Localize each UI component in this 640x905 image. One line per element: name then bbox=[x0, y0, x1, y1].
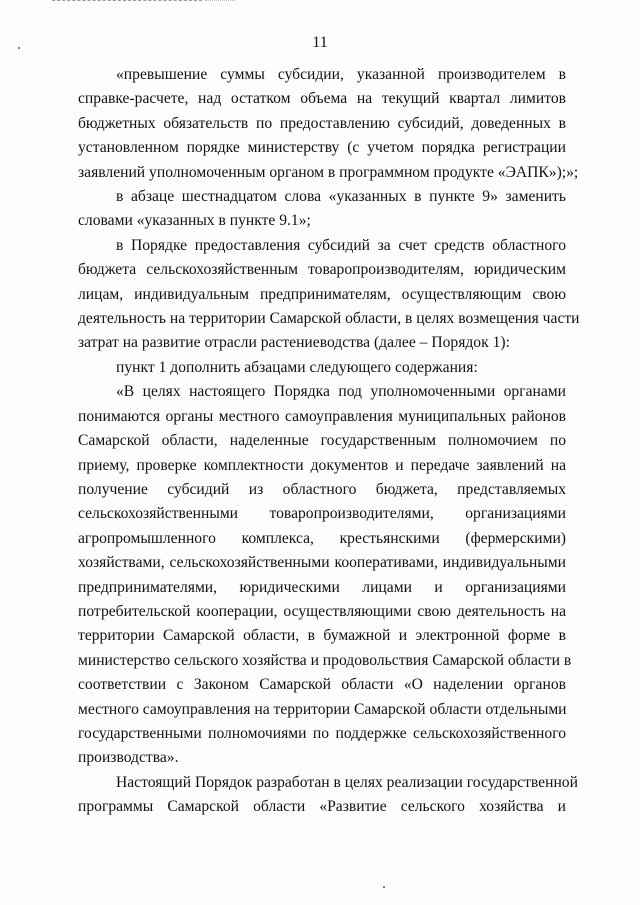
scan-speck bbox=[383, 886, 385, 888]
text-line: сельскохозяйственными товаропроизводителями, организациями bbox=[78, 505, 566, 523]
scan-artifact-line bbox=[52, 0, 202, 1]
text-line: бюджета сельскохозяйственным товаропроизводителям, юридическим bbox=[78, 261, 566, 279]
text-line: Настоящий Порядок разработан в целях реализации государственной bbox=[116, 773, 578, 791]
text-line: деятельность на территории Самарской области, в целях возмещения части bbox=[78, 310, 580, 328]
text-line: в Порядке предоставления субсидий за счет средств областного bbox=[116, 236, 566, 254]
text-line: пункт 1 дополнить абзацами следующего содержания: bbox=[116, 358, 478, 376]
text-line: программы Самарской области «Развитие сельского хозяйства и bbox=[78, 798, 566, 816]
paragraph bbox=[78, 234, 580, 356]
text-line: «превышение суммы субсидии, указанной производителем в bbox=[116, 66, 566, 83]
text-line: словами «указанных в пункте 9.1»; bbox=[78, 212, 311, 230]
paragraph bbox=[78, 771, 578, 820]
text-line: заявлений уполномоченным органом в программном продукте «ЭАПК»);»; bbox=[78, 163, 579, 181]
text-line: местного самоуправления на территории Самарской области отдельными bbox=[78, 700, 567, 718]
paragraph bbox=[78, 63, 579, 185]
paragraph bbox=[78, 380, 572, 771]
text-line: приему, проверке комплектности документов и передаче заявлений на bbox=[78, 456, 566, 474]
text-line: территории Самарской области, в бумажной и электронной форме в bbox=[78, 627, 566, 645]
page-number: 11 bbox=[312, 34, 328, 51]
text-line: агропромышленного комплекса, крестьянскими (фермерскими) bbox=[78, 529, 566, 547]
text-line: производства». bbox=[78, 749, 179, 767]
text-line: бюджетных обязательств по предоставлению субсидий, доведенных в bbox=[78, 114, 566, 132]
text-line: лицам, индивидуальным предпринимателям, осуществляющим свою bbox=[78, 285, 566, 303]
scan-artifact-line bbox=[205, 0, 235, 1]
paragraph bbox=[78, 356, 566, 380]
text-line: соответствии с Законом Самарской области «О наделении органов bbox=[78, 676, 566, 694]
text-line: установленном порядке министерству (с учетом порядка регистрации bbox=[78, 139, 566, 157]
text-line: справке-расчете, над остатком объема на текущий квартал лимитов bbox=[78, 90, 566, 108]
text-line: хозяйствами, сельскохозяйственными кооперативами, индивидуальными bbox=[78, 554, 566, 572]
text-line: «В целях настоящего Порядка под уполномоченными органами bbox=[116, 383, 566, 401]
text-line: предпринимателями, юридическими лицами и организациями bbox=[78, 578, 566, 596]
text-line: затрат на развитие отрасли растениеводства (далее – Порядок 1): bbox=[78, 334, 510, 352]
text-line: Самарской области, наделенные государственным полномочием по bbox=[78, 432, 566, 450]
text-line: получение субсидий из областного бюджета, представляемых bbox=[78, 480, 566, 498]
text-line: государственными полномочиями по поддержке сельскохозяйственного bbox=[78, 724, 566, 742]
text-line: в абзаце шестнадцатом слова «указанных в пункте 9» заменить bbox=[116, 188, 566, 206]
document-body bbox=[78, 63, 580, 820]
text-line: понимаются органы местного самоуправления муниципальных районов bbox=[78, 407, 566, 425]
text-line: потребительской кооперации, осуществляющими свою деятельность на bbox=[78, 602, 566, 620]
paragraph bbox=[78, 185, 566, 234]
text-line: министерство сельского хозяйства и продовольствия Самарской области в bbox=[78, 651, 572, 669]
